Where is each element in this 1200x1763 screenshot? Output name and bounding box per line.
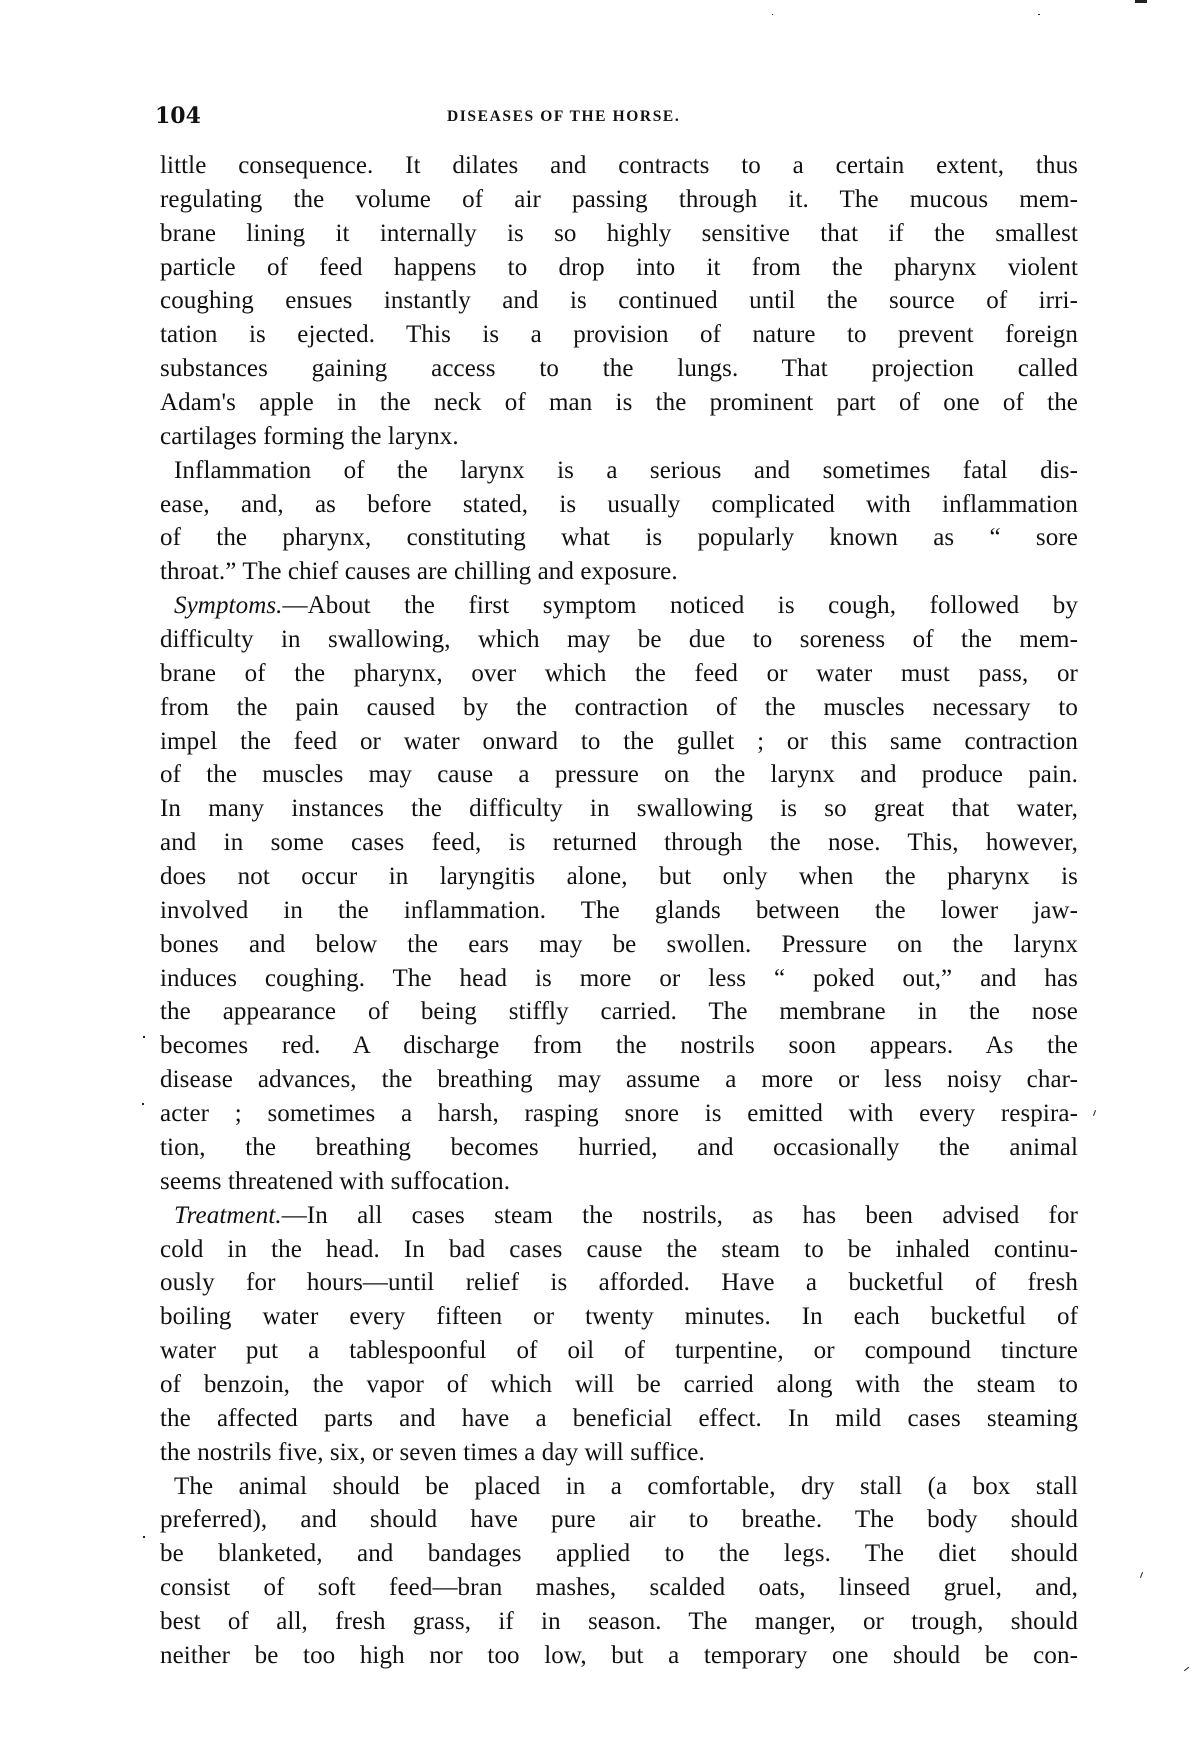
scan-speck	[1140, 1572, 1143, 1578]
scan-speck	[1038, 14, 1040, 15]
scan-speck	[143, 1536, 145, 1538]
line-text: The animal should be placed in a comfortable, dry stall (a box stall	[174, 1472, 1078, 1500]
text-line	[160, 488, 1078, 522]
line-text: coughing ensues instantly and is continued until the source of irri-	[160, 287, 1078, 315]
paragraph	[160, 1470, 1078, 1673]
text-line	[160, 894, 1078, 928]
running-head	[155, 104, 1077, 128]
line-text: tation is ejected. This is a provision of nature to prevent foreign	[160, 321, 1078, 349]
line-text: of the pharynx, constituting what is popularly known as “ sore	[160, 524, 1078, 552]
text-line	[160, 386, 1078, 420]
section-lead-in: Treatment.	[174, 1201, 282, 1229]
page-number: 104	[155, 103, 201, 129]
line-text: from the pain caused by the contraction of the muscles necessary to	[160, 693, 1078, 721]
body-text	[160, 149, 1078, 1673]
text-line	[160, 1402, 1078, 1436]
paragraph	[160, 1199, 1078, 1470]
text-line	[160, 1470, 1078, 1504]
line-text: —About the first symptom noticed is cough, followed by	[282, 592, 1078, 620]
line-text: brane of the pharynx, over which the feed or water must pass, or	[160, 659, 1078, 687]
text-line	[160, 995, 1078, 1029]
text-line	[160, 1639, 1078, 1673]
text-line	[160, 1571, 1078, 1605]
text-line	[160, 928, 1078, 962]
line-text: little consequence. It dilates and contracts to a certain extent, thus	[160, 152, 1078, 179]
text-line	[160, 725, 1078, 759]
line-text: preferred), and should have pure air to breathe. The body should	[160, 1506, 1078, 1534]
line-text: becomes red. A discharge from the nostrils soon appears. As the	[160, 1032, 1078, 1060]
text-line	[160, 284, 1078, 318]
text-line	[160, 860, 1078, 894]
text-line	[160, 1537, 1078, 1571]
line-text: induces coughing. The head is more or less “ poked out,” and has	[160, 964, 1078, 992]
text-line	[160, 1199, 1078, 1233]
text-line	[160, 1131, 1078, 1165]
section-lead-in: Symptoms.	[174, 592, 283, 620]
paragraph	[160, 454, 1078, 589]
text-line	[160, 589, 1078, 623]
text-line	[160, 251, 1078, 285]
text-line	[160, 521, 1078, 555]
line-text: the affected parts and have a beneficial effect. In mild cases steaming	[160, 1404, 1078, 1432]
line-text: regulating the volume of air passing through it. The mucous mem-	[160, 185, 1078, 213]
line-text: bones and below the ears may be swollen. Pressure on the larynx	[160, 930, 1078, 958]
line-text: involved in the inflammation. The glands between the lower jaw-	[160, 896, 1078, 924]
running-head-title: DISEASES OF THE HORSE.	[447, 108, 681, 125]
line-text: difficulty in swallowing, which may be due to soreness of the mem-	[160, 626, 1078, 654]
line-text: ease, and, as before stated, is usually complicated with inflammation	[160, 490, 1078, 518]
text-line	[160, 1300, 1078, 1334]
text-line	[160, 1097, 1078, 1131]
scan-speck	[143, 1036, 145, 1038]
paragraph	[160, 589, 1078, 1198]
scan-mark	[1135, 0, 1147, 3]
line-text: boiling water every fifteen or twenty minutes. In each bucketful of	[160, 1303, 1078, 1331]
text-line	[160, 657, 1078, 691]
line-text: be blanketed, and bandages applied to the legs. The diet should	[160, 1540, 1078, 1568]
text-line	[160, 1503, 1078, 1537]
scan-speck	[772, 14, 773, 15]
line-text: Inflammation of the larynx is a serious and sometimes fatal dis-	[174, 456, 1078, 484]
line-text: best of all, fresh grass, if in season. The manger, or trough, should	[160, 1607, 1078, 1635]
text-line	[160, 1029, 1078, 1063]
text-line	[160, 1605, 1078, 1639]
line-text: neither be too high nor too low, but a temporary one should be con-	[160, 1641, 1078, 1669]
text-line	[160, 792, 1078, 826]
line-text: impel the feed or water onward to the gullet ; or this same contraction	[160, 727, 1078, 755]
line-text: of benzoin, the vapor of which will be carried along with the steam to	[160, 1370, 1078, 1398]
scan-speck	[1184, 1667, 1189, 1672]
scan-speck	[142, 1103, 144, 1105]
line-text: substances gaining access to the lungs. That projection called	[160, 355, 1078, 383]
text-line	[160, 318, 1078, 352]
text-line	[160, 1368, 1078, 1402]
text-line	[160, 691, 1078, 725]
line-text: acter ; sometimes a harsh, rasping snore is emitted with every respira-	[160, 1100, 1078, 1128]
text-line	[160, 758, 1078, 792]
text-line	[160, 1266, 1078, 1300]
text-line	[160, 352, 1078, 386]
text-line	[160, 217, 1078, 251]
line-text: water put a tablespoonful of oil of turpentine, or compound tincture	[160, 1337, 1078, 1365]
line-text: tion, the breathing becomes hurried, and occasionally the animal	[160, 1133, 1078, 1161]
text-line	[160, 420, 1078, 454]
line-text: of the muscles may cause a pressure on the larynx and produce pain.	[160, 761, 1078, 789]
text-line	[160, 555, 1078, 589]
text-line	[160, 149, 1078, 183]
text-line	[160, 183, 1078, 217]
line-text: disease advances, the breathing may assume a more or less noisy char-	[160, 1066, 1078, 1094]
text-line	[160, 962, 1078, 996]
line-text: In many instances the difficulty in swallowing is so great that water,	[160, 795, 1078, 823]
line-text: Adam's apple in the neck of man is the prominent part of one of the	[160, 389, 1078, 417]
text-line	[160, 1063, 1078, 1097]
line-text: does not occur in laryngitis alone, but only when the pharynx is	[160, 863, 1078, 891]
scan-speck	[1093, 1110, 1096, 1116]
line-text: the nostrils five, six, or seven times a day will suffice.	[160, 1438, 705, 1466]
text-line	[160, 1233, 1078, 1267]
line-text: —In all cases steam the nostrils, as has been advised for	[281, 1201, 1078, 1229]
line-text: particle of feed happens to drop into it from the pharynx violent	[160, 253, 1078, 281]
line-text: throat.” The chief causes are chilling and exposure.	[160, 558, 678, 586]
text-line	[160, 1436, 1078, 1470]
line-text: ously for hours—until relief is afforded. Have a bucketful of fresh	[160, 1269, 1078, 1297]
line-text: brane lining it internally is so highly sensitive that if the smallest	[160, 219, 1078, 247]
paragraph	[160, 149, 1078, 454]
text-line	[160, 826, 1078, 860]
text-line	[160, 454, 1078, 488]
line-text: the appearance of being stiffly carried. The membrane in the nose	[160, 998, 1078, 1026]
text-line	[160, 1334, 1078, 1368]
line-text: cold in the head. In bad cases cause the steam to be inhaled continu-	[160, 1235, 1078, 1263]
line-text: and in some cases feed, is returned through the nose. This, however,	[160, 829, 1078, 857]
line-text: cartilages forming the larynx.	[160, 422, 459, 450]
text-line	[160, 1165, 1078, 1199]
line-text: seems threatened with suffocation.	[160, 1167, 511, 1195]
line-text: consist of soft feed—bran mashes, scalded oats, linseed gruel, and,	[160, 1574, 1078, 1602]
text-line	[160, 623, 1078, 657]
